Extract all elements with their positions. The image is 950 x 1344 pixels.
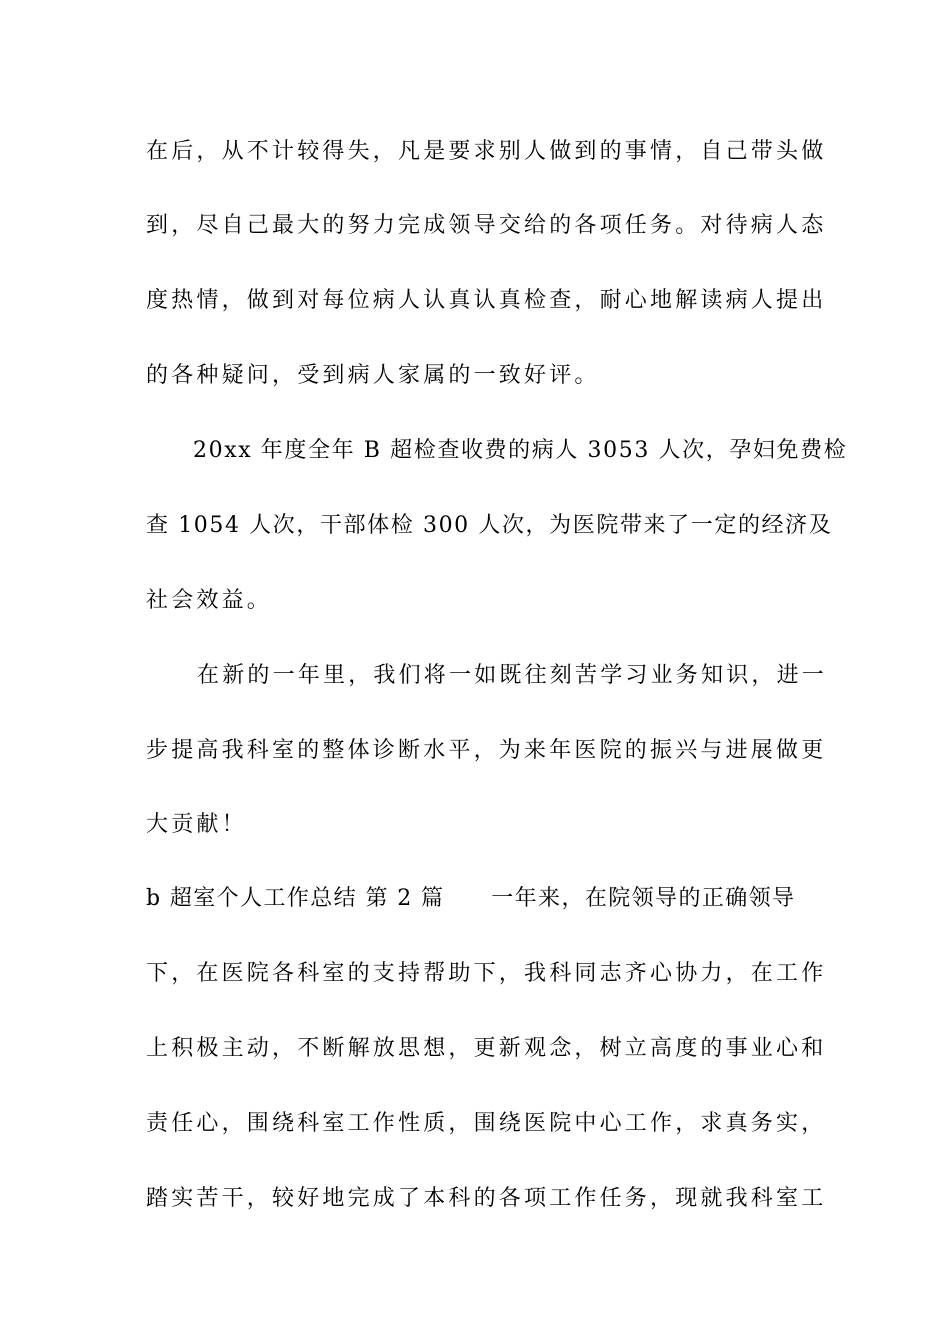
text-line-1: 在后，从不计较得失，凡是要求别人做到的事情，自己带头做 bbox=[146, 139, 827, 164]
text-line-13: 上积极主动，不断解放思想，更新观念，树立高度的事业心和 bbox=[146, 1036, 827, 1061]
text-line-2: 到，尽自己最大的努力完成领导交给的各项任务。对待病人态 bbox=[146, 213, 827, 238]
text-line-9: 步提高我科室的整体诊断水平，为来年医院的振兴与进展做更 bbox=[146, 738, 827, 763]
text-line-7: 社会效益。 bbox=[146, 588, 273, 613]
text-line-4: 的各种疑问，受到病人家属的一致好评。 bbox=[146, 363, 600, 388]
text-line-3: 度热情，做到对每位病人认真认真检查，耐心地解读病人提出 bbox=[146, 288, 827, 313]
text-line-8: 在新的一年里，我们将一如既往刻苦学习业务知识，进一 bbox=[197, 663, 828, 688]
text-line-11: b 超室个人工作总结 第 2 篇 一年来，在院领导的正确领导 bbox=[146, 886, 796, 911]
text-line-15: 踏实苦干，较好地完成了本科的各项工作任务，现就我科室工 bbox=[146, 1186, 827, 1211]
text-line-5: 20xx 年度全年 B 超检查收费的病人 3053 人次，孕妇免费检 bbox=[193, 438, 848, 463]
text-line-6: 查 1054 人次，干部体检 300 人次，为医院带来了一定的经济及 bbox=[146, 513, 833, 538]
text-line-12: 下，在医院各科室的支持帮助下，我科同志齐心协力，在工作 bbox=[146, 961, 827, 986]
text-line-10: 大贡献！ bbox=[146, 812, 247, 837]
text-line-14: 责任心，围绕科室工作性质，围绕医院中心工作，求真务实， bbox=[146, 1111, 827, 1136]
